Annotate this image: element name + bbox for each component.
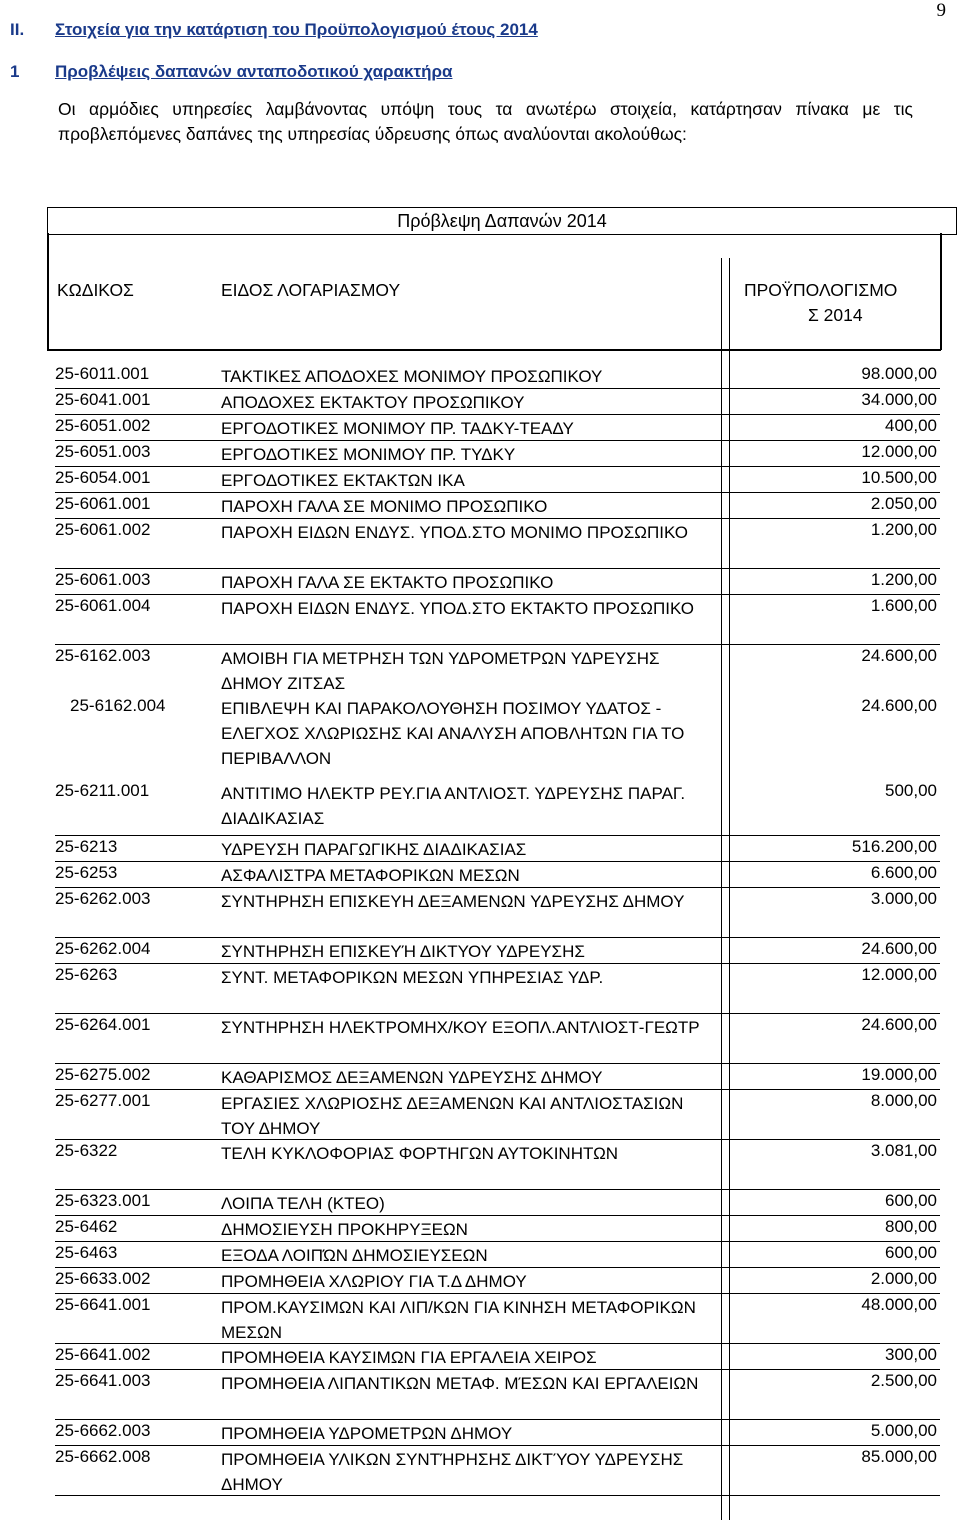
row-separator	[55, 835, 940, 836]
row-description: ΠΑΡΟΧΗ ΓΑΛΑ ΣΕ ΕΚΤΑΚΤΟ ΠΡΟΣΩΠΙΚΟ	[221, 573, 554, 592]
row-code: 25-6041.001	[55, 390, 151, 409]
table-row	[55, 1345, 940, 1371]
row-separator	[55, 1189, 940, 1190]
table-row	[55, 468, 940, 494]
row-code: 25-6061.003	[55, 570, 151, 589]
row-separator	[55, 1089, 940, 1090]
table-row	[55, 863, 940, 889]
row-amount: 2.500,00	[870, 1371, 937, 1390]
row-amount: 8.000,00	[870, 1091, 937, 1110]
row-code: 25-6641.003	[55, 1371, 151, 1390]
row-separator	[55, 937, 940, 938]
row-description: ΠΑΡΟΧΗ ΕΙΔΩΝ ΕΝΔΥΣ. ΥΠΟΔ.ΣΤΟ ΜΟΝΙΜΟ ΠΡΟΣΩΠΙΚΟ	[221, 523, 689, 542]
table-row	[55, 416, 940, 442]
row-separator	[55, 414, 940, 415]
row-amount: 34.000,00	[861, 390, 937, 409]
row-separator	[55, 1495, 940, 1496]
row-amount: 12.000,00	[861, 965, 937, 984]
row-description: ΠΡΟΜΗΘΕΙΑ ΥΛΙΚΩΝ ΣΥΝΤΉΡΗΣΗΣ ΔΙΚΤΎΟΥ ΥΔΡΕΥΣΗΣ ΔΗΜΟΥ	[221, 1450, 684, 1494]
row-separator	[55, 440, 940, 441]
table-row	[55, 520, 940, 570]
row-amount: 600,00	[885, 1243, 937, 1262]
page-number: 9	[936, 0, 946, 21]
header-description: ΕΙΔΟΣ ΛΟΓΑΡΙΑΣΜΟΥ	[221, 280, 401, 300]
row-code: 25-6051.003	[55, 442, 151, 461]
row-amount: 24.600,00	[861, 939, 937, 958]
table-row	[55, 1243, 940, 1269]
row-description: ΣΥΝΤΗΡΗΣΗ ΕΠΙΣΚΕΥΗ ΔΕΞΑΜΕΝΩΝ ΥΔΡΕΥΣΗΣ ΔΗΜΟΥ	[221, 892, 685, 911]
row-code: 25-6213	[55, 837, 118, 856]
table-row	[55, 390, 940, 416]
row-amount: 6.600,00	[870, 863, 937, 882]
row-description: ΕΡΓΟΔΟΤΙΚΕΣ ΜΟΝΙΜΟΥ ΠΡ. ΤΥΔΚΥ	[221, 445, 516, 464]
row-separator	[55, 568, 940, 569]
row-description: ΠΡΟΜΗΘΕΙΑ ΧΛΩΡΙΟΥ ΓΙΑ Τ.Δ ΔΗΜΟΥ	[221, 1272, 527, 1291]
row-amount: 85.000,00	[861, 1447, 937, 1466]
row-separator	[55, 1419, 940, 1420]
intro-paragraph	[58, 97, 913, 147]
row-description: ΣΥΝΤΗΡΗΣΗ ΕΠΙΣΚΕΥΉ ΔΙΚΤΥΟΥ ΥΔΡΕΥΣΗΣ	[221, 942, 585, 961]
row-code: 25-6262.004	[55, 939, 151, 958]
table-row	[55, 1371, 940, 1421]
row-description: ΚΑΘΑΡΙΣΜΟΣ ΔΕΞΑΜΕΝΩΝ ΥΔΡΕΥΣΗΣ ΔΗΜΟΥ	[221, 1068, 603, 1087]
row-separator	[55, 644, 940, 645]
row-amount: 1.200,00	[870, 520, 937, 539]
row-separator	[55, 594, 940, 595]
row-description: ΠΡΟΜ.ΚΑΥΣΙΜΩΝ ΚΑΙ ΛΙΠ/ΚΩΝ ΓΙΑ ΚΙΝΗΣΗ ΜΕΤΑΦΟΡΙΚΩΝ ΜΕΣΩΝ	[221, 1298, 696, 1342]
table-row	[55, 364, 940, 390]
section-heading	[10, 20, 538, 40]
row-separator	[55, 1445, 940, 1446]
row-code: 25-6277.001	[55, 1091, 151, 1110]
row-amount: 24.600,00	[861, 646, 937, 665]
row-amount: 1.600,00	[870, 596, 937, 615]
row-separator	[55, 1013, 940, 1014]
row-separator	[55, 1293, 940, 1294]
table-row	[55, 1141, 940, 1191]
row-code: 25-6264.001	[55, 1015, 151, 1034]
row-description: ΑΠΟΔΟΧΕΣ ΕΚΤΑΚΤΟΥ ΠΡΟΣΩΠΙΚΟΥ	[221, 393, 525, 412]
row-code: 25-6463	[55, 1243, 118, 1262]
table-row	[55, 1065, 940, 1091]
row-description: ΤΑΚΤΙΚΕΣ ΑΠΟΔΟΧΕΣ ΜΟΝΙΜΟΥ ΠΡΟΣΩΠΙΚΟΥ	[221, 367, 603, 386]
row-separator	[55, 1369, 940, 1370]
subsection-number: 1	[10, 62, 20, 81]
table-row	[55, 570, 940, 596]
table-row	[55, 1447, 940, 1497]
header-budget-line2: Σ 2014	[808, 305, 863, 325]
row-code: 25-6061.002	[55, 520, 151, 539]
subsection-title: Προβλέψεις δαπανών ανταποδοτικού χαρακτήρα	[55, 62, 453, 81]
table-row	[55, 781, 940, 837]
row-amount: 516.200,00	[851, 837, 937, 856]
row-description: ΣΥΝΤΗΡΗΣΗ ΗΛΕΚΤΡΟΜΗΧ/ΚΟΥ ΕΞΟΠΛ.ΑΝΤΛΙΟΣΤ-ΓΕΩΤΡ	[221, 1018, 700, 1037]
row-separator	[55, 887, 940, 888]
row-description: ΤΕΛΗ ΚΥΚΛΟΦΟΡΙΑΣ ΦΟΡΤΗΓΩΝ ΑΥΤΟΚΙΝΗΤΩΝ	[221, 1144, 619, 1163]
row-description: ΠΡΟΜΗΘΕΙΑ ΚΑΥΣΙΜΩΝ ΓΙΑ ΕΡΓΑΛΕΙΑ ΧΕΙΡΟΣ	[221, 1348, 597, 1367]
table-title: Πρόβλεψη Δαπανών 2014	[47, 207, 957, 235]
row-description: ΕΡΓΟΔΟΤΙΚΕΣ ΜΟΝΙΜΟΥ ΠΡ. ΤΑΔΚΥ-ΤΕΑΔΥ	[221, 419, 574, 438]
row-description: ΑΜΟΙΒΗ ΓΙΑ ΜΕΤΡΗΣΗ ΤΩΝ ΥΔΡΟΜΕΤΡΩΝ ΥΔΡΕΥΣΗΣ ΔΗΜΟΥ ΖΙΤΣΑΣ	[221, 649, 660, 693]
row-code: 25-6323.001	[55, 1191, 151, 1210]
row-code: 25-6662.003	[55, 1421, 151, 1440]
section-numeral: II.	[10, 20, 25, 39]
frame-bottom	[47, 349, 941, 351]
row-amount: 24.600,00	[861, 1015, 937, 1034]
table-row	[55, 646, 940, 696]
row-code: 25-6262.003	[55, 889, 151, 908]
table-row	[55, 1295, 940, 1345]
row-description: ΠΡΟΜΗΘΕΙΑ ΥΔΡΟΜΕΤΡΩΝ ΔΗΜΟΥ	[221, 1424, 513, 1443]
table-row	[55, 494, 940, 520]
table-row	[55, 837, 940, 863]
table-row	[55, 696, 940, 781]
header-code: ΚΩΔΙΚΟΣ	[57, 280, 134, 300]
table-row	[55, 889, 940, 939]
row-amount: 800,00	[885, 1217, 937, 1236]
row-amount: 2.050,00	[870, 494, 937, 513]
row-code: 25-6054.001	[55, 468, 151, 487]
row-code: 25-6051.002	[55, 416, 151, 435]
row-amount: 1.200,00	[870, 570, 937, 589]
row-amount: 12.000,00	[861, 442, 937, 461]
row-description: ΕΡΓΑΣΙΕΣ ΧΛΩΡΙΟΣΗΣ ΔΕΞΑΜΕΝΩΝ ΚΑΙ ΑΝΤΛΙΟΣΤΑΣΙΩΝ ΤΟΥ ΔΗΜΟΥ	[221, 1094, 684, 1138]
row-description: ΛΟΙΠΑ ΤΕΛΗ (ΚΤΕΟ)	[221, 1194, 385, 1213]
row-separator	[55, 492, 940, 493]
row-code: 25-6162.004	[70, 696, 166, 715]
header-budget-line1: ΠΡΟΫΠΟΛΟΓΙΣΜΟ	[744, 280, 898, 300]
row-code: 25-6322	[55, 1141, 118, 1160]
subsection-heading	[10, 62, 452, 82]
table-row	[55, 939, 940, 965]
row-separator	[55, 466, 940, 467]
row-separator	[55, 1063, 940, 1064]
row-code: 25-6061.001	[55, 494, 151, 513]
row-description: ΔΗΜΟΣΙΕΥΣΗ ΠΡΟΚΗΡΥΞΕΩΝ	[221, 1220, 468, 1239]
row-separator	[55, 861, 940, 862]
row-amount: 400,00	[885, 416, 937, 435]
row-separator	[55, 518, 940, 519]
row-amount: 10.500,00	[861, 468, 937, 487]
row-code: 25-6061.004	[55, 596, 151, 615]
row-code: 25-6211.001	[55, 781, 150, 800]
row-separator	[55, 1241, 940, 1242]
row-code: 25-6641.001	[55, 1295, 151, 1314]
row-amount: 500,00	[885, 781, 937, 800]
row-separator	[55, 1267, 940, 1268]
row-code: 25-6462	[55, 1217, 118, 1236]
row-code: 25-6633.002	[55, 1269, 151, 1288]
row-code: 25-6641.002	[55, 1345, 151, 1364]
row-description: ΠΡΟΜΗΘΕΙΑ ΛΙΠΑΝΤΙΚΩΝ ΜΕΤΑΦ. ΜΈΣΩΝ ΚΑΙ ΕΡΓΑΛΕΙΩΝ	[221, 1374, 699, 1393]
row-amount: 300,00	[885, 1345, 937, 1364]
row-code: 25-6263	[55, 965, 118, 984]
table-row	[55, 442, 940, 468]
row-description: ΑΣΦΑΛΙΣΤΡΑ ΜΕΤΑΦΟΡΙΚΩΝ ΜΕΣΩΝ	[221, 866, 520, 885]
row-description: ΠΑΡΟΧΗ ΕΙΔΩΝ ΕΝΔΥΣ. ΥΠΟΔ.ΣΤΟ ΕΚΤΑΚΤΟ ΠΡΟΣΩΠΙΚΟ	[221, 599, 695, 618]
row-separator	[55, 1215, 940, 1216]
row-description: ΕΡΓΟΔΟΤΙΚΕΣ ΕΚΤΑΚΤΩΝ ΙΚΑ	[221, 471, 465, 490]
section-title: Στοιχεία για την κατάρτιση του Προϋπολογισμού έτους 2014	[55, 20, 538, 39]
frame-left	[47, 233, 49, 350]
row-amount: 19.000,00	[861, 1065, 937, 1084]
row-separator	[55, 963, 940, 964]
row-separator	[55, 1343, 940, 1344]
row-amount: 48.000,00	[861, 1295, 937, 1314]
row-code: 25-6662.008	[55, 1447, 151, 1466]
frame-right	[940, 233, 942, 350]
row-description: ΕΞΟΔΑ ΛΟΙΠΏΝ ΔΗΜΟΣΙΕΥΣΕΩΝ	[221, 1246, 488, 1265]
table-row	[55, 1269, 940, 1295]
row-description: ΑΝΤΙΤΙΜΟ ΗΛΕΚΤΡ ΡΕΥ.ΓΙΑ ΑΝΤΛΙΟΣΤ. ΥΔΡΕΥΣΗΣ ΠΑΡΑΓ. ΔΙΑΔΙΚΑΣΙΑΣ	[221, 784, 686, 828]
table-row	[55, 1091, 940, 1141]
table-row	[55, 1191, 940, 1217]
row-separator	[55, 388, 940, 389]
table-row	[55, 1217, 940, 1243]
row-description: ΣΥΝΤ. ΜΕΤΑΦΟΡΙΚΩΝ ΜΕΣΩΝ ΥΠΗΡΕΣΙΑΣ ΥΔΡ.	[221, 968, 604, 987]
row-description: ΕΠΙΒΛΕΨΗ ΚΑΙ ΠΑΡΑΚΟΛΟΥΘΗΣΗ ΠΟΣΙΜΟΥ ΥΔΑΤΟΣ - ΕΛΕΓΧΟΣ ΧΛΩΡΙΩΣΗΣ ΚΑΙ ΑΝΑΛΥΣΗ ΑΠΟΒΛΗΤΩΝ ΓΙΑ ΤΟ ΠΕΡΙΒΑΛΛΟΝ	[221, 699, 685, 768]
row-separator	[55, 1139, 940, 1140]
row-code: 25-6253	[55, 863, 118, 882]
row-amount: 2.000,00	[870, 1269, 937, 1288]
row-amount: 3.081,00	[870, 1141, 937, 1160]
table-row	[55, 1015, 940, 1065]
row-description: ΥΔΡΕΥΣΗ ΠΑΡΑΓΩΓΙΚΗΣ ΔΙΑΔΙΚΑΣΙΑΣ	[221, 840, 527, 859]
row-amount: 600,00	[885, 1191, 937, 1210]
row-amount: 3.000,00	[870, 889, 937, 908]
row-code: 25-6011.001	[55, 364, 150, 383]
row-amount: 24.600,00	[861, 696, 937, 715]
row-amount: 5.000,00	[870, 1421, 937, 1440]
row-code: 25-6275.002	[55, 1065, 151, 1084]
row-code: 25-6162.003	[55, 646, 151, 665]
table-row	[55, 596, 940, 646]
table-row	[55, 965, 940, 1015]
row-description: ΠΑΡΟΧΗ ΓΑΛΑ ΣΕ ΜΟΝΙΜΟ ΠΡΟΣΩΠΙΚΟ	[221, 497, 548, 516]
intro-text: Οι αρμόδιες υπηρεσίες λαμβάνοντας υπόψη τους τα ανωτέρω στοιχεία, κατάρτησαν πίνακα με τις προβλεπόμενες δαπάνες της υπηρεσίας ύδρευσης όπως αναλύονται ακολούθως:	[58, 99, 913, 144]
row-amount: 98.000,00	[861, 364, 937, 383]
table-row	[55, 1421, 940, 1447]
